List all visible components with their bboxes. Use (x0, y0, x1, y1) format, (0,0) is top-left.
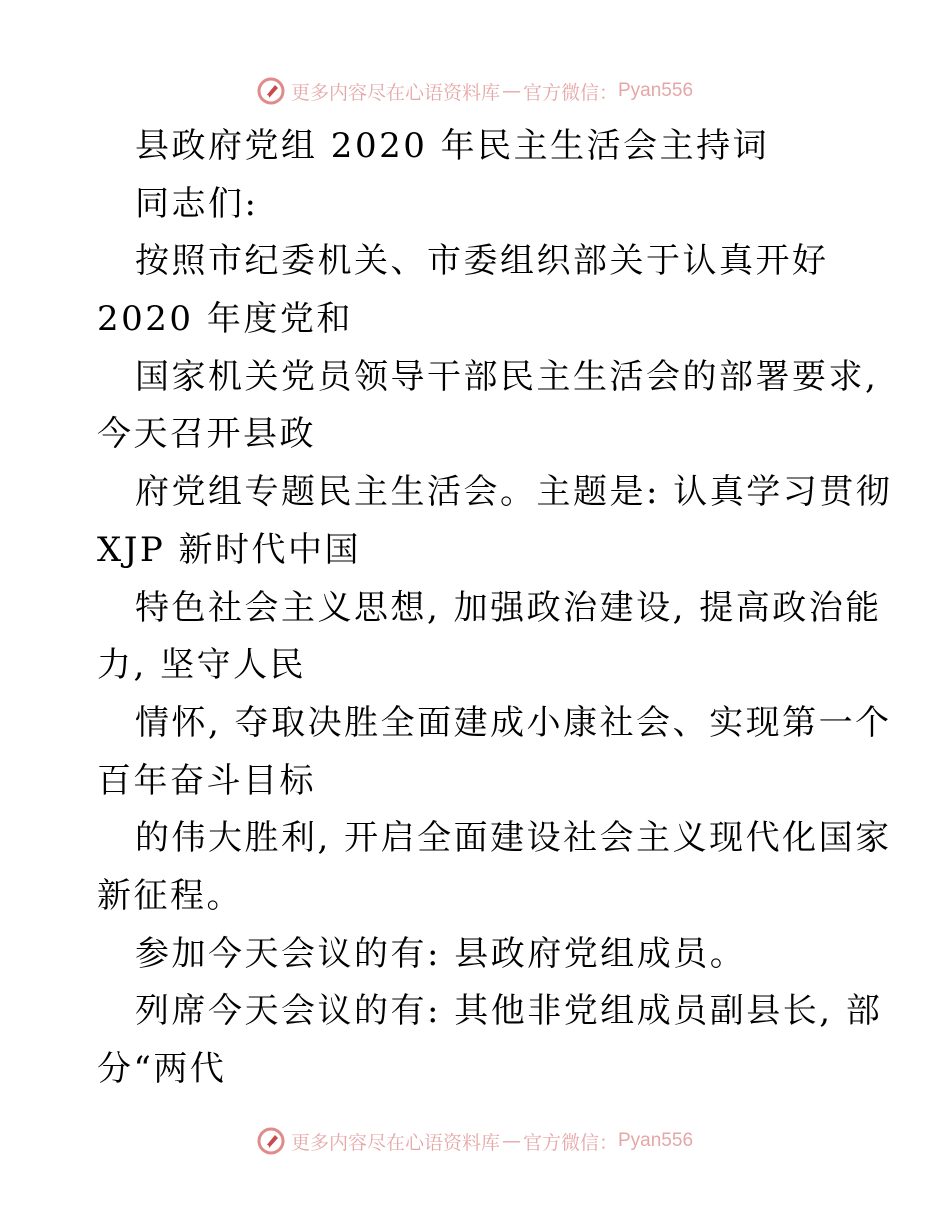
pen-nib-circle-icon (257, 77, 285, 105)
body-line: 2020 年度党和 (97, 299, 353, 340)
watermark-text: 更多内容尽在心语资料库 (290, 1131, 500, 1154)
body-line: 今天召开县政 (97, 414, 316, 455)
body-line: 府党组专题民主生活会。主题是: 认真学习贯彻 (135, 472, 893, 513)
body-line: 分“两代 (97, 1049, 227, 1089)
body-line: 参加今天会议的有: 县政府党组成员。 (135, 933, 747, 974)
watermark-account: Pyan556 (618, 1130, 694, 1151)
watermark-account: Pyan556 (618, 80, 694, 101)
pen-nib-circle-icon (257, 1127, 285, 1155)
watermark-text: 更多内容尽在心语资料库 (290, 81, 500, 104)
watermark-suffix: 官方微信： (522, 1131, 618, 1154)
body-line: 的伟大胜利, 开启全面建设社会主义现代化国家 (135, 818, 892, 859)
body-line: XJP 新时代中国 (97, 529, 362, 570)
watermark-separator: — (501, 1130, 521, 1152)
body-line: 列席今天会议的有: 其他非党组成员副县长, 部 (135, 991, 883, 1032)
watermark-suffix: 官方微信： (522, 81, 618, 104)
body-line: 力, 坚守人民 (97, 645, 307, 686)
document-title: 县政府党组 2020 年民主生活会主持词 (135, 126, 770, 166)
body-line: 特色社会主义思想, 加强政治建设, 提高政治能 (135, 587, 882, 628)
header-watermark (0, 74, 950, 108)
document-body (97, 118, 893, 1099)
body-line: 新征程。 (97, 875, 243, 916)
body-line: 按照市纪委机关、市委组织部关于认真开好 (135, 241, 829, 282)
body-line: 情怀, 夺取决胜全面建成小康社会、实现第一个 (135, 702, 892, 743)
footer-watermark (0, 1124, 950, 1158)
body-line: 国家机关党员领导干部民主生活会的部署要求, (135, 356, 879, 397)
watermark-separator: — (501, 80, 521, 102)
salutation: 同志们: (135, 183, 259, 224)
body-line: 百年奋斗目标 (97, 760, 316, 801)
